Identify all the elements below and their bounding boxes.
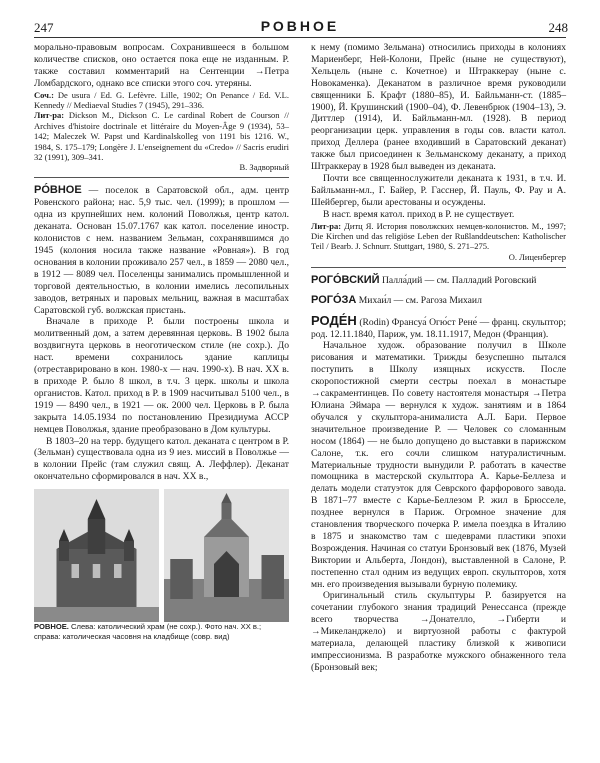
literature-label: Лит-ра: bbox=[34, 110, 65, 121]
page-number-right: 248 bbox=[548, 20, 568, 35]
left-column bbox=[34, 42, 289, 641]
works-entry bbox=[34, 90, 289, 111]
caption-label: РОВНОЕ. bbox=[34, 622, 69, 632]
rovnoe-definition: — поселок в Саратовской обл., адм. центр Ровенского района; нас. 5,9 тыс. чел. (1999); в прошлом — одна из крупнейших нем. колоний Поволжья, центр катол. деканата. Основан 15.07.1767 как катол. поселение иностр. колонистов с нем. названием Зельман, сохранявшимся до 1945 (колония носила также название «Ровная»). В год основания в колонии проживало 257 чел., в 1859 — 2080 чел., в 1912 — 8089 чел. Поселенцы занимались промышленной и торговой деятельностью, в колонии имелись лесопильных заводов, ветряных и паровых мельниц, важная в масштабах Саратовской губ. волжская пристань. bbox=[34, 185, 289, 316]
photo-pair bbox=[34, 489, 289, 622]
left-top-text: морально-правовым вопросам. Сохранившееся в большом количестве списков, оно остается пока еще не изданным. Р. также составил комментарий на Сентенции →Петра Ломбардского, однако все списки этого соч. утеряны. bbox=[34, 42, 289, 89]
page-number-left: 247 bbox=[34, 20, 54, 35]
rogovsky-reference: Палла́дий — см. Палладий Роговский bbox=[379, 274, 537, 286]
headword-rogovsky: РОГÓВСКИЙ bbox=[311, 273, 380, 286]
right-paragraph-2: Почти все священнослужители деканата к 1931, в т.ч. И. Байльманн-мл., Г. Байер, Р. Гасснер, Й. Пауль, Ф. Рау и А. Шейбергер, были арестованы и осуждены. bbox=[311, 172, 566, 208]
rovnoe-paragraph-3: В 1803–20 на терр. будущего катол. деканата с центром в Р. (Зельман) существовала одна из 9 иез. миссий в Поволжье — в колонии Прейс (там служил свящ. А. Леффлер). Деканат окончательно сформировался в нач. XX в., bbox=[34, 435, 289, 483]
works-text: De usura / Ed. G. Lefèvre. Lille, 1902; On Penance / Ed. V.L. Kennedy // Mediaeval Studies 7 (1945), 291–336. bbox=[34, 89, 289, 111]
right-literature-label: Лит-ра: bbox=[311, 220, 342, 231]
roden-paragraph-1: Начальное худож. образование получил в Школе рисования и математики. Трижды безуспешно пытался поступить в Школу изящных искусств. После скоропостижной смерти сестры поехал в монастыре →сакраментинцев. По совету настоятеля монастыря →Петра Юлиана Эймара — вернулся к худож. занятиям и в 1864 обучался у скульптора-анималиста А.Л. Бари. Первое значительное произведение Р. — Человек со сломанным носом (1864) — не было допущено до выставки в парижском Салоне, т.к. его сочли слишком натуралистичным. Материальные трудности вынудили Р. работать в качестве помощника в мастерской скульптора А. Карье-Беллеза и делать модели статуэток для Севрского фарфорового завода. В 1871–77 вместе с Карье-Беллезом Р. жил в Брюсселе, позднее вернулся в Париж. Огромное значение для становления творческого почерка Р. имела поездка в Италию в 1875 и знакомство там с шедеврами пластики эпохи Возрождения. Начиная со статуи Бронзовый век (1876, Музей Виктории и Альберта, Лондон), выставленной в Салоне, Р. постепенно стал одним из ведущих европ. скульпторов, хотя мн. его произведения вызывали бурную полемику. bbox=[311, 340, 566, 590]
photo-church-old bbox=[34, 489, 159, 622]
right-paragraph-3: В наст. время катол. приход в Р. не существует. bbox=[323, 208, 515, 220]
photo-chapel-cemetery bbox=[164, 489, 289, 622]
headword-roden: РОДЕ́Н bbox=[311, 312, 357, 328]
caption-text: Слева: католический храм (не сохр.). Фото нач. XX в.; справа: католическая часовня на кладбище (совр. вид) bbox=[34, 622, 262, 641]
rovnoe-paragraph-2: Вначале в приходе Р. были построены школа и молитвенный дом, а затем деревянная церковь. В 1902 была воздвигнута церковь в неоготическом стиле (не сохр.). До наст. времени сохранилось здание каплицы (отреставрировано в кон. 1980-х — нач. 1990-х). В нач. XX в. в приходе Р. было 8 школ, в т.ч. 3 церк. школы и школа органистов. Катол. приход в Р. в 1909 насчитывал 5100 чел., в 1919 — 8490 чел., в 1921 — ок. 2000 чел. Церковь в Р. была закрыта 14.05.1934 по постановлению Президиума АССР немцев Поволжья, здание преобразовано в Дом культуры. bbox=[34, 316, 289, 435]
roden-article bbox=[311, 312, 566, 341]
roden-paragraph-2: Оригинальный стиль скульптуры Р. базируется на сочетании глубокого знания традиций Ренессанса (прежде всего творчества →Донателло, →Гиберти и →Микеланджело) и виртуозной работы с фактурой материала, делающей пластику близкой к живописи импрессионизма. В разработке мужского обнаженного тела (Бронзовый век; bbox=[311, 590, 566, 673]
rogoza-reference: Михаи́л — см. Рагоза Михаил bbox=[356, 294, 482, 306]
right-top-text: к нему (помимо Зельмана) относились приходы в колониях Мариенберг, Ней-Колони, Прейс (ныне не существуют), Хельцель (ныне с. Кочетное) и Штраккерау (ныне с. Новокаменка). Деканатом в различное время руководили священники Б. Крафт (1880–85), И. Байльманн-ст. (1885–1900), Й. Крушинский (1900–04), Ф. Левенбрюк (1904–13), Э. Диттлер (1914), И. Байльманн-мл. (1928). В период реорганизации церк. управления в годы сов. власти катол. приход Деллера (ранее входивший в Саратовский деканат) также был присоединен к Зельманскому деканату, а приход Штраккерау в 1928 был выведен из деканата. bbox=[311, 42, 566, 173]
headword-rovnoe: РÓВНОЕ bbox=[34, 184, 82, 197]
right-author-signature: О. Лиценбергер bbox=[508, 251, 566, 262]
church-drawing-icon bbox=[34, 489, 159, 622]
author-signature: В. Задворный bbox=[239, 162, 289, 173]
rovnoe-article bbox=[34, 185, 289, 316]
article-separator bbox=[34, 177, 289, 178]
running-head: РОВНОЕ bbox=[260, 18, 340, 34]
works-label: Соч.: bbox=[34, 89, 54, 100]
right-literature-text: Дитц Я. История поволжских немцев-колонистов. М., 1997; Die Kirchen und das religiöse Leben der Rußlanddeutschen: Katholischer Teil / Bearb. J. Schnurr. Stuttgart, 1980, S. 271–275. bbox=[311, 220, 567, 252]
literature-text: Dickson M., Dickson C. Le cardinal Robert de Courson // Archives d'histoire doctrinale et littéraire du Moyen-Âge 9 (1934), 53–142; Maleczek W. Papst und Kardinalskolleg von 1191 bis 1216. W., 1984, S. 175–179; Longère J. L'enseignement du «Credo» // Sacris erudiri 32 (1991), 309–341. bbox=[34, 110, 289, 163]
article-separator-right bbox=[311, 267, 566, 268]
rogovsky-article bbox=[311, 275, 566, 287]
right-column bbox=[311, 42, 566, 674]
roden-definition: (Rodin) Франсуа́ Огю́ст Рене́ — франц. скульптор; род. 12.11.1840, Париж, ум. 18.11.1917, Медон (Франция). bbox=[311, 316, 566, 340]
photo-caption bbox=[34, 622, 289, 641]
header-rule bbox=[34, 37, 566, 38]
headword-rogoza: РОГÓЗА bbox=[311, 293, 357, 306]
chapel-drawing-icon bbox=[164, 489, 289, 622]
rogoza-article bbox=[311, 295, 566, 307]
literature-entry bbox=[34, 110, 289, 162]
right-literature-entry bbox=[311, 221, 566, 252]
